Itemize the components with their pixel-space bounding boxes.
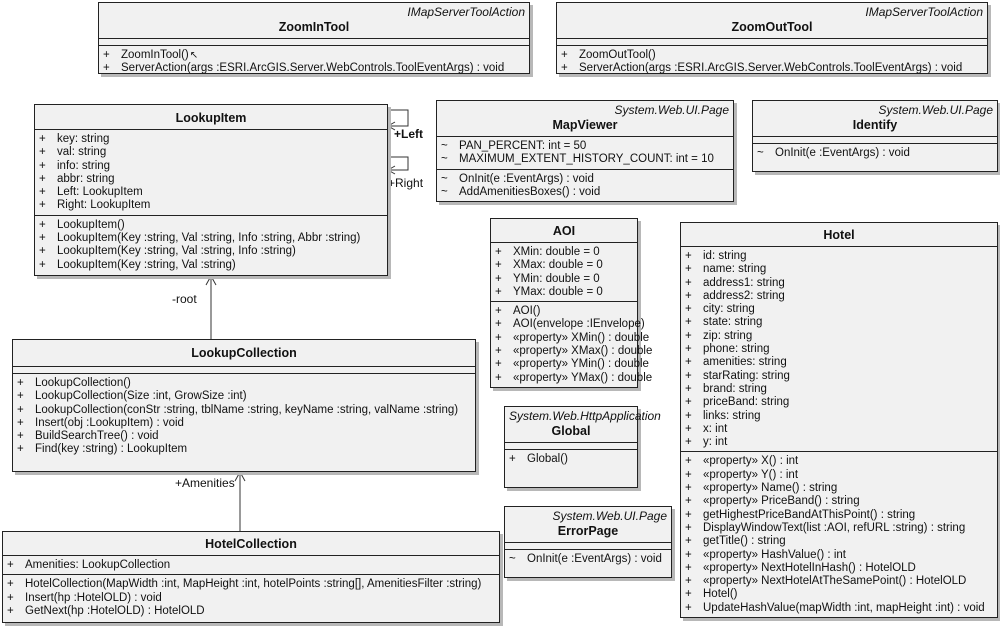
operation: + DisplayWindowText(list :AOI, refURL :string) : string [685,521,966,534]
class-zoomouttool[interactable] [556,2,988,74]
operation: + «property» NextHotelAtTheSamePoint() : HotelOLD [685,575,967,588]
class-global[interactable] [504,406,661,488]
class-header [505,507,671,542]
class-name: Identify [852,118,898,132]
attribute: + XMax: double = 0 [495,259,603,272]
attribute: + priceBand: string [685,396,790,409]
attribute: + starRating: string [685,369,790,382]
attributes-section [505,542,671,549]
attribute: ~ PAN_PERCENT: int = 50 [441,140,587,152]
attributes-section [557,38,987,45]
class-header [35,105,387,129]
attributes-section [99,38,529,45]
attribute: + XMin: double = 0 [495,246,600,258]
left-self-association [388,110,408,126]
stereotype: IMapServerToolAction [407,5,525,19]
operation: + LookupItem(Key :string, Val :string, Info :string) [39,245,296,258]
operation: + «property» XMax() : double [495,345,653,358]
operation: + BuildSearchTree() : void [17,430,159,443]
operations-section [681,451,997,617]
operation: + LookupItem(Key :string, Val :string) [39,258,236,271]
operations-section [491,301,653,387]
attributes-section [753,136,997,143]
operation: + «property» YMax() : double [495,371,653,384]
attribute: + id: string [685,250,747,262]
operation: + Find(key :string) : LookupItem [17,443,188,456]
right-role-label: +Right [388,176,424,190]
attribute: + brand: string [685,382,767,395]
stereotype: IMapServerToolAction [865,5,983,19]
operation: ~ OnInit(e :EventArgs) : void [509,553,662,565]
operation: + ZoomOutTool() [561,49,656,61]
class-name: AOI [552,224,576,238]
operations-section [3,574,499,620]
operation: + ZoomInTool() ↖ [103,49,199,61]
operation: + Insert(obj :LookupItem) : void [17,416,184,429]
operation: + AOI(envelope :IEnvelope) [495,318,645,331]
class-header [557,3,987,38]
class-hotel[interactable] [680,222,998,618]
class-name: MapViewer [552,118,618,132]
operation: ~ OnInit(e :EventArgs) : void [757,147,910,159]
root-role-label: -root [172,292,197,306]
operation: + Hotel() [685,588,738,601]
attribute: + links: string [685,409,761,422]
operations-section [13,373,475,459]
operation: + Insert(hp :HotelOLD) : void [7,591,162,604]
attribute: + Amenities: LookupCollection [7,559,171,571]
operations-section [557,45,987,78]
operations-section [35,215,387,274]
class-name: Hotel [823,228,855,242]
class-name: ErrorPage [557,524,619,538]
operations-section [505,449,637,468]
stereotype: System.Web.UI.Page [878,103,993,117]
amenities-role-label: +Amenities [175,476,235,490]
attribute: + city: string [685,303,755,316]
operation: + «property» X() : int [685,455,799,468]
attributes-section [35,129,387,215]
class-errorpage[interactable] [504,506,672,578]
left-role-label: +Left [394,127,424,141]
class-header [753,101,997,136]
class-header [681,223,997,246]
operation: + «property» HashValue() : int [685,548,846,561]
operation: ~ OnInit(e :EventArgs) : void [441,172,594,185]
class-name: Global [551,424,591,438]
attributes-section [505,442,637,449]
operation: + «property» Y() : int [685,468,799,481]
class-name: ZoomInTool [278,20,350,34]
attribute: + state: string [685,316,763,329]
class-header [99,3,529,38]
class-name: LookupItem [175,111,247,125]
operation: + «property» NextHotelInHash() : HotelOLD [685,561,916,574]
operation: + GetNext(hp :HotelOLD) : HotelOLD [7,604,205,617]
operation: + LookupCollection() [17,377,131,389]
operation: + getHighestPriceBandAtThisPoint() : string [685,508,916,521]
operation: + getTitle() : string [685,535,786,548]
attribute: + key: string [39,133,110,145]
class-aoi[interactable] [490,218,653,388]
mouse-cursor-icon: ↖ [189,50,199,61]
attribute: + amenities: string [685,356,787,369]
stereotype: System.Web.UI.Page [614,103,729,117]
attributes-section [13,366,475,373]
operation: + LookupItem() [39,218,125,231]
attribute: + address1: string [685,276,785,289]
class-lookupcollection[interactable] [12,339,476,472]
stereotype: System.Web.HttpApplication [509,409,661,423]
operation: ~ AddAmenitiesBoxes() : void [441,185,601,198]
operation: + Global() [509,453,568,465]
class-name: ZoomOutTool [731,20,813,34]
operation: + UpdateHashValue(mapWidth :int, mapHeight :int) : void [685,601,985,614]
class-header [13,340,475,364]
class-header [437,101,733,136]
attribute: + YMax: double = 0 [495,285,603,298]
class-lookupitem[interactable] [34,104,388,276]
attribute: + address2: string [685,289,785,302]
class-zoomintool[interactable] [98,2,530,74]
operation: + «property» XMin() : double [495,331,650,344]
attribute: + y: int [685,436,728,449]
operations-section [505,549,671,568]
attribute: + info: string [39,159,111,172]
operation: + LookupCollection(conStr :string, tblName :string, keyName :string, valName :string) [17,403,459,416]
operations-section [99,45,529,78]
attribute: + x: int [685,422,728,435]
class-header [491,219,637,242]
class-name: HotelCollection [205,537,297,551]
attribute: + abbr: string [39,172,115,185]
attribute: + Right: LookupItem [39,199,151,212]
operation: + «property» YMin() : double [495,358,649,371]
operation: + ServerAction(args :ESRI.ArcGIS.Server.WebControls.ToolEventArgs) : void [561,62,963,75]
operations-section [753,143,997,162]
class-header [3,532,499,555]
attributes-section [3,555,499,574]
attributes-section [681,246,997,451]
operation: + «property» PriceBand() : string [685,495,860,508]
operation: + LookupCollection(Size :int, GrowSize :int) [17,390,247,403]
class-header [505,407,661,442]
attribute: + phone: string [685,343,770,356]
stereotype: System.Web.UI.Page [552,509,667,523]
class-identify[interactable] [752,100,998,172]
attributes-section [491,242,637,301]
attribute: + zip: string [685,329,753,342]
attribute: ~ MAXIMUM_EXTENT_HISTORY_COUNT: int = 10 [441,153,714,166]
class-hotelcollection[interactable] [2,531,500,623]
attribute: + YMin: double = 0 [495,272,600,285]
operation: + HotelCollection(MapWidth :int, MapHeight :int, hotelPoints :string[], AmenitiesFilter :string) [7,578,482,591]
attributes-section [437,136,733,169]
operation: + ServerAction(args :ESRI.ArcGIS.Server.WebControls.ToolEventArgs) : void [103,62,505,75]
operation: + «property» Name() : string [685,482,838,495]
operation: + LookupItem(Key :string, Val :string, Info :string, Abbr :string) [39,232,361,245]
operation: + AOI() [495,305,541,318]
class-mapviewer[interactable] [436,100,734,202]
class-name: LookupCollection [191,346,297,360]
attribute: + Left: LookupItem [39,186,143,199]
attribute: + val: string [39,146,107,159]
operations-section [437,169,733,202]
attribute: + name: string [685,263,767,276]
